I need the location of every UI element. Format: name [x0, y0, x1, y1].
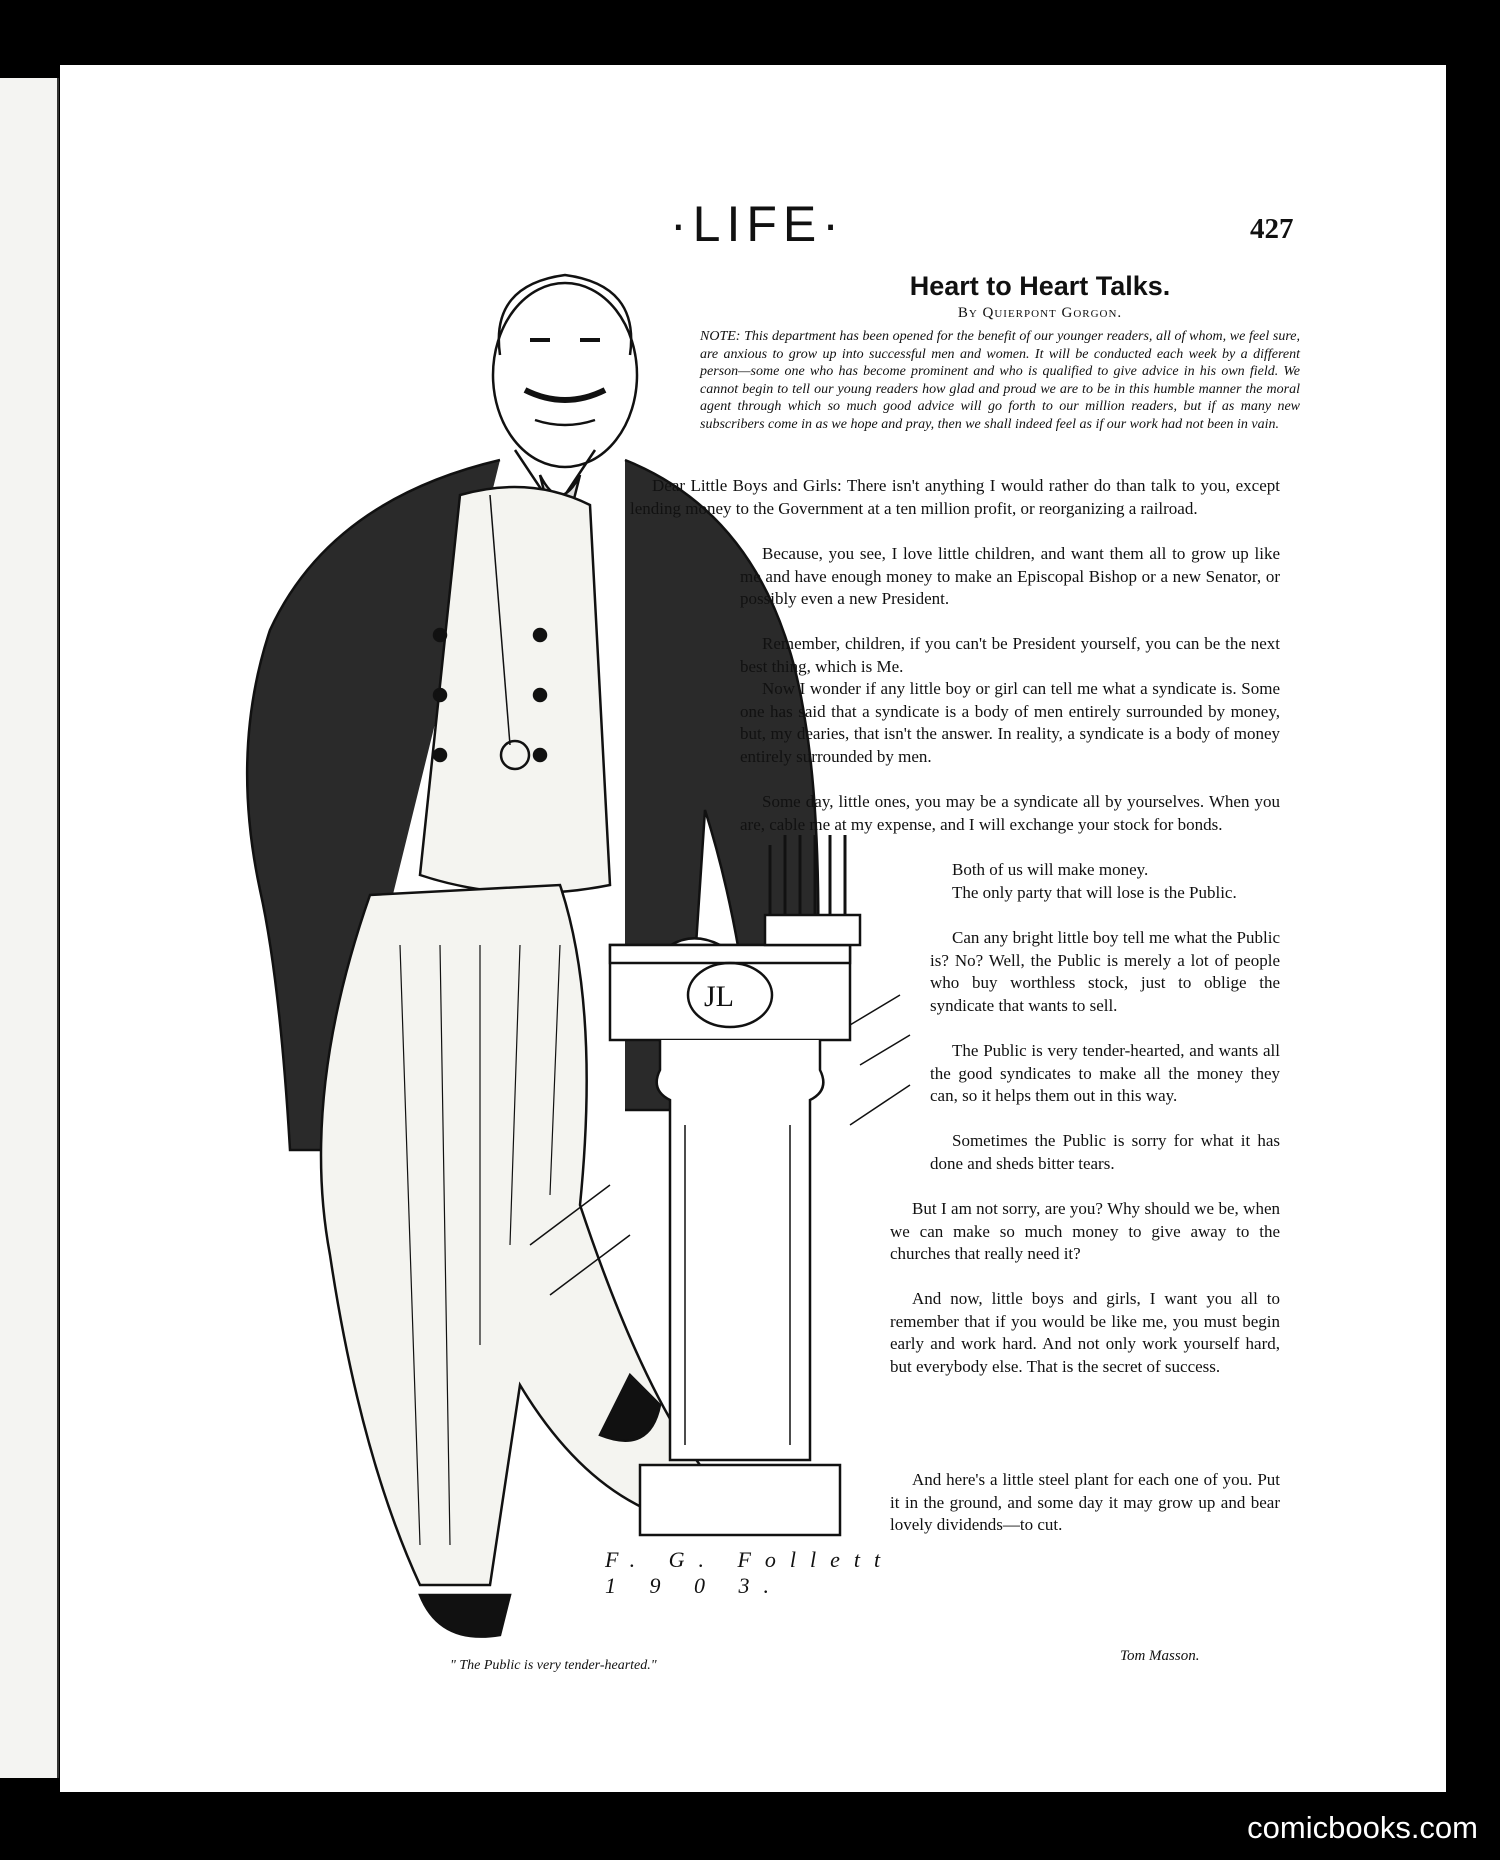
paragraph: Because, you see, I love little children, and want them all to grow up like me and have enough money to make an Episcopal Bishop or a new Senator, or possibly even a new President. — [740, 544, 1280, 609]
paragraph: Dear Little Boys and Girls: There isn't anything I would rather do than talk to you, except lending money to the Government at a ten million profit, or reorganizing a railroad. — [630, 476, 1280, 518]
site-watermark: comicbooks.com — [1247, 1810, 1478, 1845]
illustration-caption: " The Public is very tender-hearted." — [450, 1658, 657, 1673]
page-number: 427 — [1250, 213, 1294, 245]
paragraph: And here's a little steel plant for each one of you. Put it in the ground, and some day it may grow up and bear lovely dividends—to cut. — [890, 1470, 1280, 1535]
previous-page-edge — [0, 78, 59, 1778]
magazine-page — [60, 65, 1446, 1792]
magazine-masthead: ·LIFE· — [670, 196, 845, 252]
artist-name: F. G. Follett — [605, 1547, 895, 1572]
paragraph: And now, little boys and girls, I want you all to remember that if you would be like me, you must begin early and work hard. And not only work yourself hard, but everybody else. That is the secret of success. — [890, 1289, 1280, 1376]
paragraph: But I am not sorry, are you? Why should we be, when we can make so much money to give away to the churches that really need it? — [890, 1199, 1280, 1264]
paragraph: Sometimes the Public is sorry for what it has done and sheds bitter tears. — [930, 1131, 1280, 1173]
article-title: Heart to Heart Talks. — [909, 271, 1171, 301]
paragraph: Can any bright little boy tell me what the Public is? No? Well, the Public is merely a lot of people who buy worthless stock, just to oblige the syndicate that wants to sell. — [930, 928, 1280, 1015]
paragraph: Now I wonder if any little boy or girl can tell me what a syndicate is. Some one has said that a syndicate is a body of men entirely surrounded by money, but, my dearies, that isn't the answer. In reality, a syndicate is a body of money entirely surrounded by men. — [740, 679, 1280, 766]
pedestal-monogram: JL — [704, 980, 734, 1013]
paragraph: Some day, little ones, you may be a syndicate all by yourselves. When you are, cable me at my expense, and I will exchange your stock for bonds. — [740, 792, 1280, 834]
artist-year: 1 9 0 3. — [605, 1573, 783, 1598]
illustration-man-at-pedestal — [130, 245, 1030, 1675]
paragraph: Both of us will make money. — [952, 860, 1149, 879]
paragraph: The Public is very tender-hearted, and wants all the good syndicates to make all the money they can, so it helps them out in this way. — [930, 1041, 1280, 1106]
author-signature: Tom Masson. — [1120, 1648, 1200, 1664]
paragraph: Remember, children, if you can't be President yourself, you can be the next best thing, which is Me. — [740, 634, 1280, 676]
editor-note: NOTE: This department has been opened for the benefit of our younger readers, all of whom, we feel sure, are anxious to grow up into successful men and women. It will be conducted each week by a different person—some one who has become prominent and who is qualified to give advice in his own field. We cannot begin to tell our young readers how glad and proud we are to be in this humble manner the moral agent through which so much good advice will go forth to our million readers, but if as many new subscribers come in as we hope and pray, then we shall indeed feel as if our work had not been in vain. — [700, 329, 1300, 432]
paragraph: The only party that will lose is the Public. — [952, 883, 1237, 902]
artist-signature — [605, 1547, 894, 1599]
article-byline: By Quierpont Gorgon. — [957, 305, 1123, 321]
